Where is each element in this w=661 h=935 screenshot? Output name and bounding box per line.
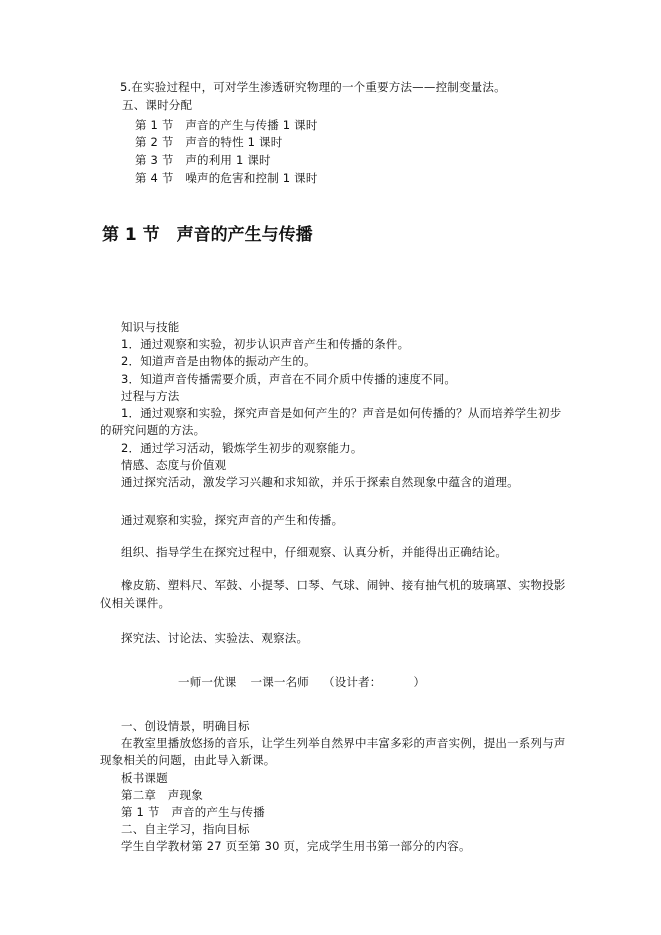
process-item: 2．通过学习活动，锻炼学生初步的观察能力。	[121, 441, 363, 455]
process-item-continued: 的研究问题的方法。	[100, 423, 206, 437]
difficulty-text: 组织、指导学生在探究过程中，仔细观察、认真分析，并能得出正确结论。	[121, 545, 508, 559]
step1-text: 在教室里播放悠扬的音乐，让学生列举自然界中丰富多彩的声音实例，提出一系列与声	[121, 736, 566, 750]
designer-line	[178, 674, 425, 690]
step2-text: 学生自学教材第 27 页至第 30 页，完成学生用书第一部分的内容。	[121, 839, 471, 853]
designer-slogan-2: 一课一名师	[250, 675, 309, 689]
materials-text-continued: 仪相关课件。	[100, 596, 171, 610]
process-heading: 过程与方法	[121, 389, 180, 403]
knowledge-item: 3．知道声音传播需要介质，声音在不同介质中传播的速度不同。	[121, 372, 457, 386]
item-5: 5.在实验过程中，可对学生渗透研究物理的一个重要方法——控制变量法。	[120, 80, 506, 94]
knowledge-item: 1．通过观察和实验，初步认识声音产生和传播的条件。	[121, 337, 410, 351]
knowledge-heading: 知识与技能	[121, 320, 180, 334]
attitude-heading: 情感、态度与价值观	[121, 458, 227, 472]
schedule-item: 第 3 节 声的利用 1 课时	[135, 153, 271, 167]
board-chapter: 第二章 声现象	[121, 788, 203, 802]
process-item: 1．通过观察和实验，探究声音是如何产生的？声音是如何传播的？从而培养学生初步	[121, 406, 562, 420]
schedule-item: 第 1 节 声音的产生与传播 1 课时	[135, 118, 318, 132]
designer-close: ）	[413, 675, 426, 689]
attitude-text: 通过探究活动，激发学习兴趣和求知欲，并乐于探索自然现象中蕴含的道理。	[121, 475, 519, 489]
knowledge-item: 2．知道声音是由物体的振动产生的。	[121, 354, 316, 368]
designer-slogan-1: 一师一优课	[178, 675, 237, 689]
key-point-text: 通过观察和实验，探究声音的产生和传播。	[121, 513, 344, 527]
methods-text: 探究法、讨论法、实验法、观察法。	[121, 631, 309, 645]
step2-heading: 二、自主学习，指向目标	[121, 822, 250, 836]
schedule-item: 第 4 节 噪声的危害和控制 1 课时	[135, 171, 318, 185]
schedule-heading: 五、课时分配	[122, 98, 193, 112]
step1-heading: 一、创设情景，明确目标	[121, 719, 250, 733]
board-section: 第 1 节 声音的产生与传播	[121, 805, 265, 819]
board-heading: 板书课题	[121, 771, 168, 785]
section-title: 第 1 节 声音的产生与传播	[102, 225, 313, 245]
schedule-item: 第 2 节 声音的特性 1 课时	[135, 135, 283, 149]
materials-text: 橡皮筋、塑料尺、军鼓、小提琴、口琴、气球、闹钟、接有抽气机的玻璃罩、实物投影	[121, 578, 566, 592]
step1-text-continued: 现象相关的问题，由此导入新课。	[100, 753, 276, 767]
designer-label: （设计者：	[323, 675, 382, 689]
